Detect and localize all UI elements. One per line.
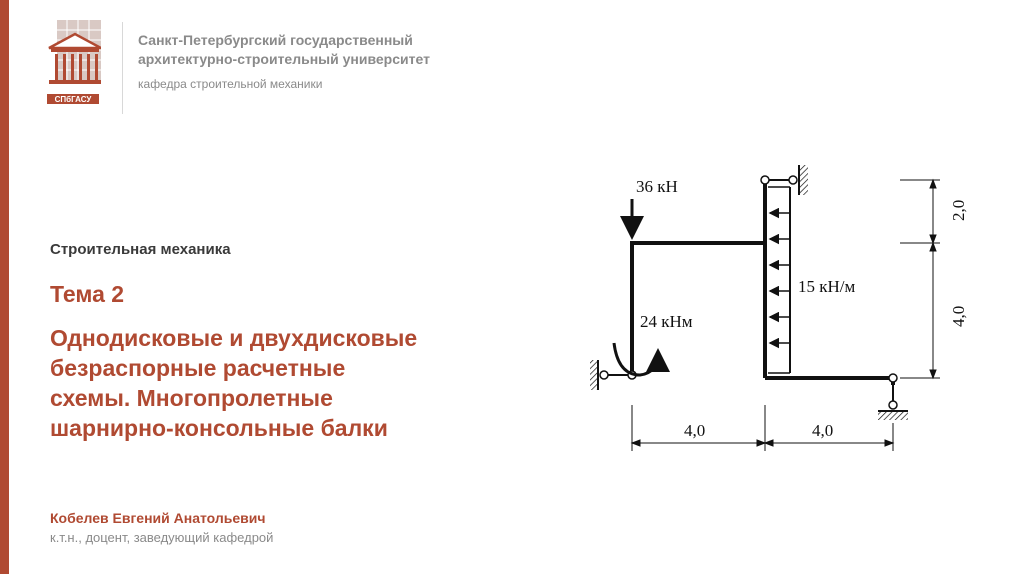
logo-text: СПбГАСУ: [54, 95, 92, 104]
point-load-label: 36 кН: [636, 177, 678, 196]
course-name: Строительная механика: [50, 241, 231, 258]
bottom-dimensions: [632, 405, 893, 451]
title-line-4: шарнирно-консольные балки: [50, 415, 388, 441]
university-name-line2: архитектурно-строительный университет: [138, 51, 430, 67]
title-line-3: схемы. Многопролетные: [50, 385, 333, 411]
topic-number: Тема 2: [50, 281, 125, 307]
dim-bottom-left: 4,0: [684, 421, 706, 440]
left-accent-bar: [0, 0, 9, 574]
university-name-line1: Санкт-Петербургский государственный: [138, 32, 413, 48]
university-logo: [45, 20, 101, 118]
header-divider: [122, 22, 123, 114]
author-name: Кобелев Евгений Анатольевич: [50, 510, 266, 526]
right-rod-support: [878, 374, 908, 420]
left-rod-support: [590, 360, 636, 390]
dim-right-bottom: 4,0: [949, 305, 968, 327]
moment-label: 24 кНм: [640, 312, 693, 331]
structural-diagram: [560, 155, 1000, 465]
top-pin-support: [761, 165, 808, 195]
department-name: кафедра строительной механики: [138, 77, 323, 91]
title-line-1: Однодисковые и двухдисковые: [50, 325, 418, 351]
author-role: к.т.н., доцент, заведующий кафедрой: [50, 530, 274, 545]
dim-right-top: 2,0: [949, 199, 968, 221]
distributed-load: [768, 187, 856, 373]
right-dimensions: [900, 180, 940, 378]
dim-bottom-right: 4,0: [812, 421, 834, 440]
distributed-load-label: 15 кН/м: [798, 277, 856, 296]
university-name: [138, 31, 430, 69]
title-line-2: безраспорные расчетные: [50, 355, 346, 381]
point-load-arrow: [632, 177, 678, 237]
moment-arrow: [614, 312, 693, 375]
slide-title: [50, 323, 550, 443]
